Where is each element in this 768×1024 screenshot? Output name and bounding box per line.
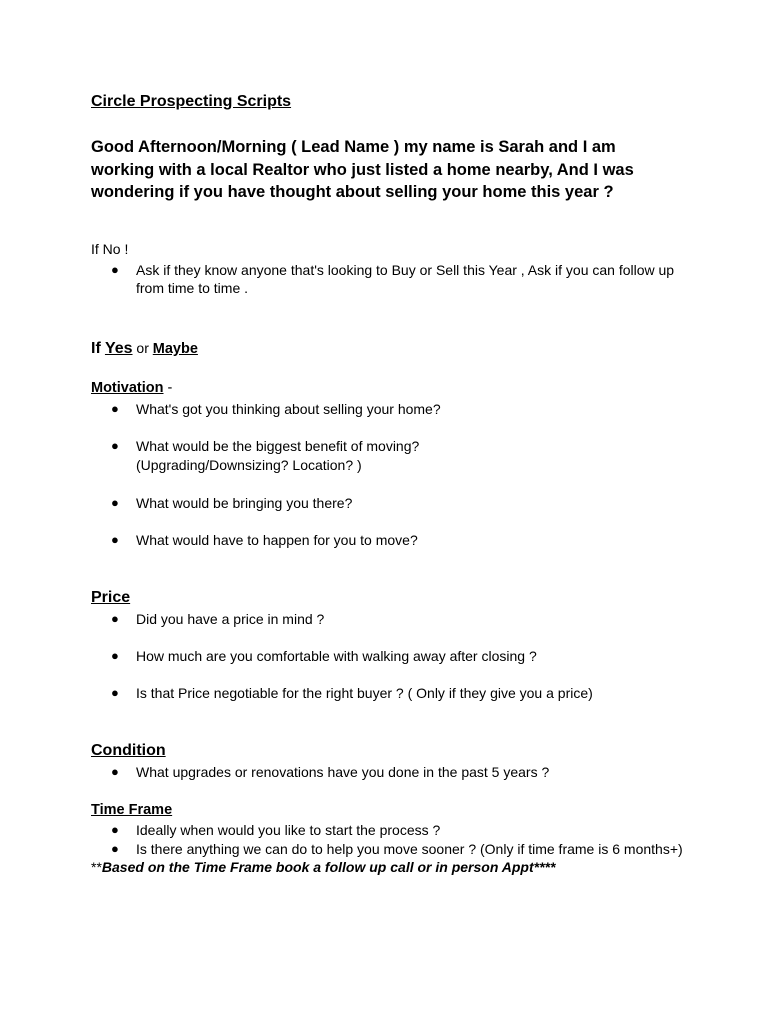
- bullet-icon: ●: [111, 611, 119, 626]
- list-item-text: Ideally when would you like to start the process ?: [136, 822, 441, 838]
- list-item-text: Is there anything we can do to help you move sooner ? (Only if time frame is 6 months+): [136, 841, 683, 857]
- motivation-suffix: -: [163, 380, 173, 396]
- footer-note: [91, 859, 555, 875]
- if-no-label: If No !: [91, 241, 129, 257]
- bullet-icon: ●: [111, 822, 119, 837]
- condition-heading: Condition: [91, 742, 166, 759]
- maybe-label: Maybe: [152, 341, 198, 357]
- footer-note-text: Based on the Time Frame book a follow up call or in person Appt****: [101, 859, 556, 875]
- list-item-text: What would be the biggest benefit of moving?: [136, 438, 420, 454]
- list-item-text: What would be bringing you there?: [136, 495, 353, 511]
- motivation-heading: [91, 380, 172, 396]
- footer-note-prefix: **: [91, 859, 102, 875]
- list-item-text: What upgrades or renovations have you done in the past 5 years ?: [136, 764, 550, 780]
- list-item-text: What would have to happen for you to move?: [136, 532, 418, 548]
- bullet-icon: ●: [111, 495, 119, 510]
- bullet-icon: ●: [111, 648, 119, 663]
- list-item-text: Ask if they know anyone that's looking to Buy or Sell this Year , Ask if you can follow up: [136, 262, 675, 278]
- bullet-icon: ●: [111, 401, 119, 416]
- if-yes-prefix: If: [91, 340, 105, 357]
- bullet-icon: ●: [111, 438, 119, 453]
- list-item-text: How much are you comfortable with walking away after closing ?: [136, 648, 537, 664]
- motivation-heading-label: Motivation: [91, 380, 164, 396]
- if-yes-heading: [91, 340, 198, 358]
- list-item-text: from time to time .: [136, 280, 249, 296]
- time-frame-heading: Time Frame: [91, 802, 173, 818]
- yes-label: Yes: [104, 340, 133, 357]
- list-item-text: Is that Price negotiable for the right buyer ? ( Only if they give you a price): [136, 685, 593, 701]
- intro-line: wondering if you have thought about selling your home this year ?: [91, 183, 614, 201]
- list-item-text: Did you have a price in mind ?: [136, 611, 325, 627]
- intro-line: working with a local Realtor who just listed a home nearby, And I was: [91, 160, 634, 179]
- bullet-icon: ●: [111, 841, 119, 856]
- bullet-icon: ●: [111, 764, 119, 779]
- bullet-icon: ●: [111, 685, 119, 700]
- list-item-text: (Upgrading/Downsizing? Location? ): [136, 457, 362, 473]
- price-heading: Price: [91, 589, 131, 606]
- bullet-icon: ●: [111, 532, 119, 547]
- list-item-text: What's got you thinking about selling your home?: [136, 401, 441, 417]
- or-label: or: [132, 340, 153, 356]
- page-title: Circle Prospecting Scripts: [91, 93, 292, 110]
- intro-script: [91, 136, 711, 204]
- intro-line: Good Afternoon/Morning ( Lead Name ) my name is Sarah and I am: [91, 138, 616, 156]
- bullet-icon: ●: [111, 262, 119, 277]
